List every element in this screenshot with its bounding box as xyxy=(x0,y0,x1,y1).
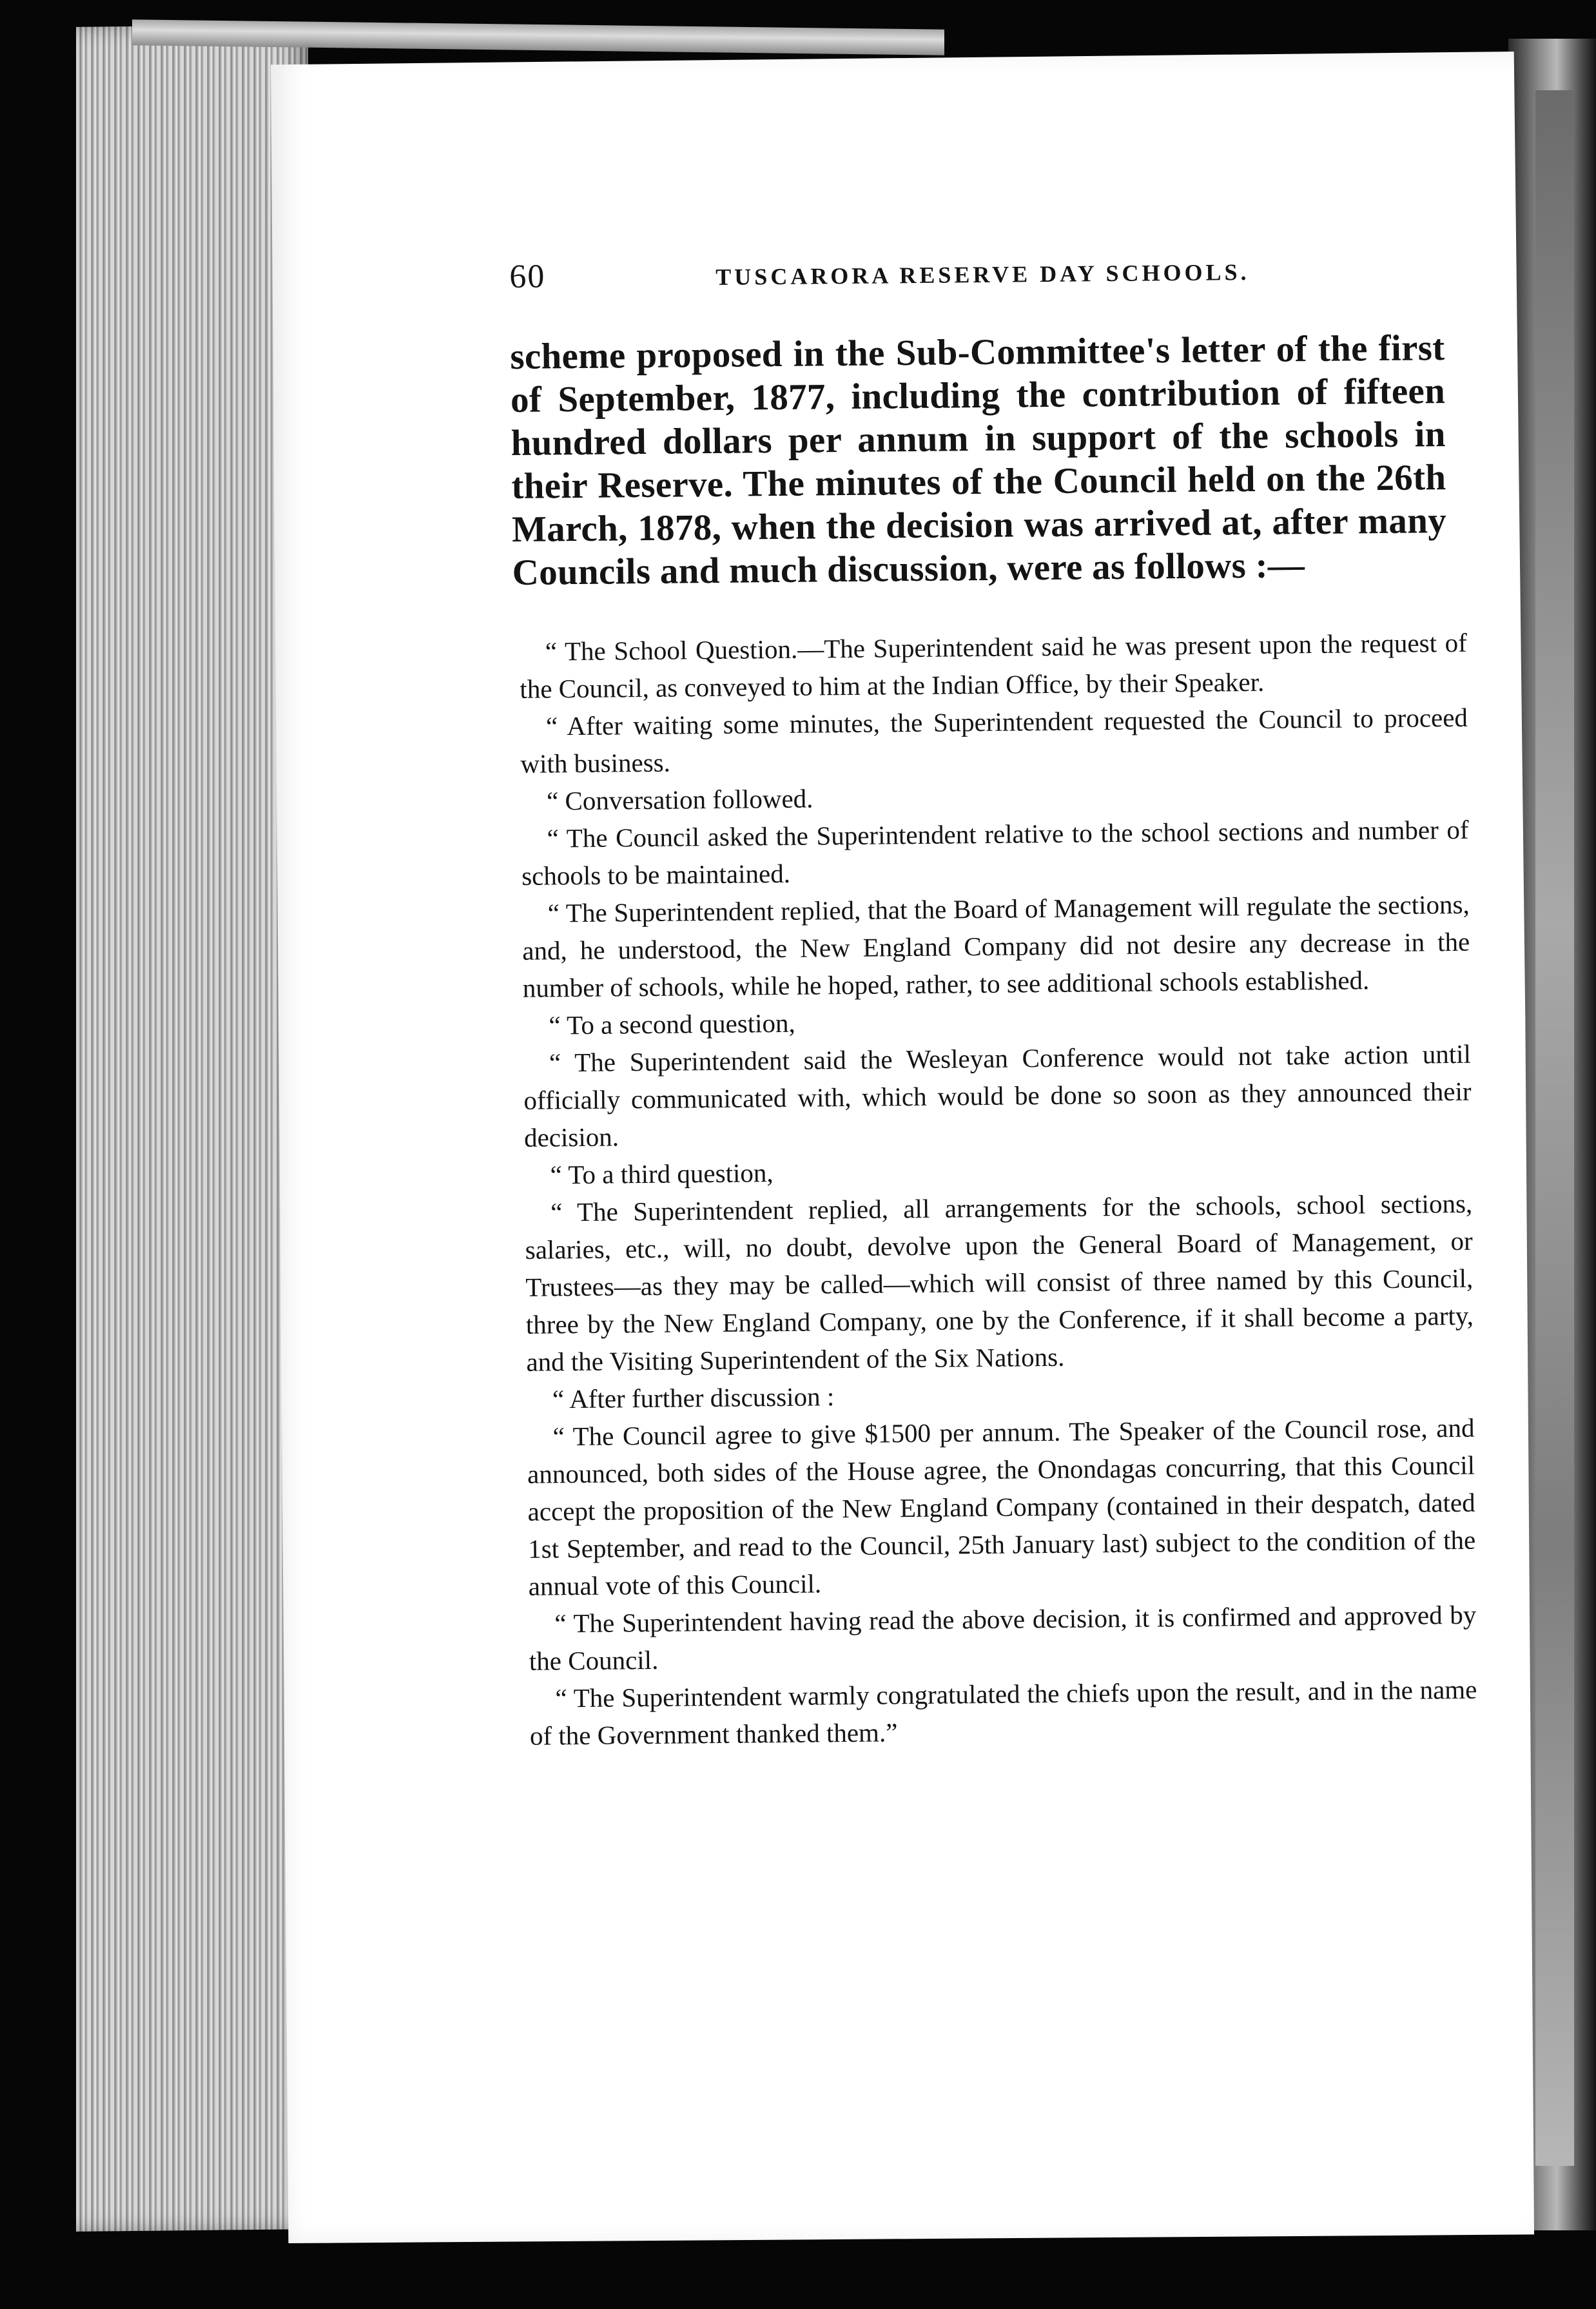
minutes-paragraph: “ After waiting some minutes, the Superintendent requested the Council to proceed with business. xyxy=(520,702,1468,779)
minutes-paragraph: “ Conversation followed. xyxy=(546,783,813,816)
minutes-paragraph: “ The Superintendent replied, that the Board of Management will regulate the sections, and, he understood, the New England Company did not desire any decrease in the number of schools, while he hoped, rather, to see additional schools established. xyxy=(522,889,1470,1003)
minutes-paragraph: “ The Superintendent warmly congratulated the chiefs upon the result, and in the name of the Government thanked them.” xyxy=(529,1674,1477,1751)
minutes-paragraph: “ The Superintendent said the Wesleyan Conference would not take action until officially communicated with, which would be done so soon as they announced their decision. xyxy=(523,1038,1472,1153)
minutes-paragraph: “ To a second question, xyxy=(549,1008,796,1040)
minutes-paragraph: “ To a third question, xyxy=(550,1158,774,1190)
minutes-paragraph: “ The School Question.—The Superintendent said he was present upon the request of the Council, as conveyed to him at the Indian Office, by their Speaker. xyxy=(520,627,1468,704)
intro-paragraph: scheme proposed in the Sub-Committee's letter of the first of September, 1877, including the contribution of fifteen hundred dollars per annum in support of the schools in their Reserve. The minutes of the Council held on the 26th March, 1878, when the decision was arrived at, after many Councils and much discussion, were as follows :— xyxy=(510,327,1447,593)
running-head: TUSCARORA RESERVE DAY SCHOOLS. xyxy=(715,258,1250,290)
minutes-paragraph: “ After further discussion : xyxy=(552,1381,835,1414)
minutes-paragraph: “ The Council agree to give $1500 per annum. The Speaker of the Council rose, and announced, both sides of the House agree, the Onondagas concurring, that this Council accept the proposition of the New England Company (contained in their despatch, dated 1st September, and read to the Council, 25th January last) subject to the condition of the annual vote of this Council. xyxy=(527,1412,1476,1601)
page-number: 60 xyxy=(509,258,546,295)
facing-page-shadow xyxy=(1535,90,1574,2166)
council-minutes xyxy=(513,624,1478,1755)
minutes-paragraph: “ The Council asked the Superintendent relative to the school sections and number of schools to be maintained. xyxy=(521,814,1469,891)
page-header xyxy=(509,249,1464,309)
minutes-paragraph: “ The Superintendent having read the above decision, it is confirmed and approved by the Council. xyxy=(529,1599,1477,1676)
minutes-paragraph: “ The Superintendent replied, all arrangements for the schools, school sections, salaries, etc., will, no doubt, devolve upon the General Board of Management, or Trustees—as they may be called—which will consist of three named by this Council, three by the New England Company, one by the Conference, if it shall become a party, and the Visiting Superintendent of the Six Nations. xyxy=(525,1188,1474,1377)
page-content xyxy=(509,249,1477,1755)
